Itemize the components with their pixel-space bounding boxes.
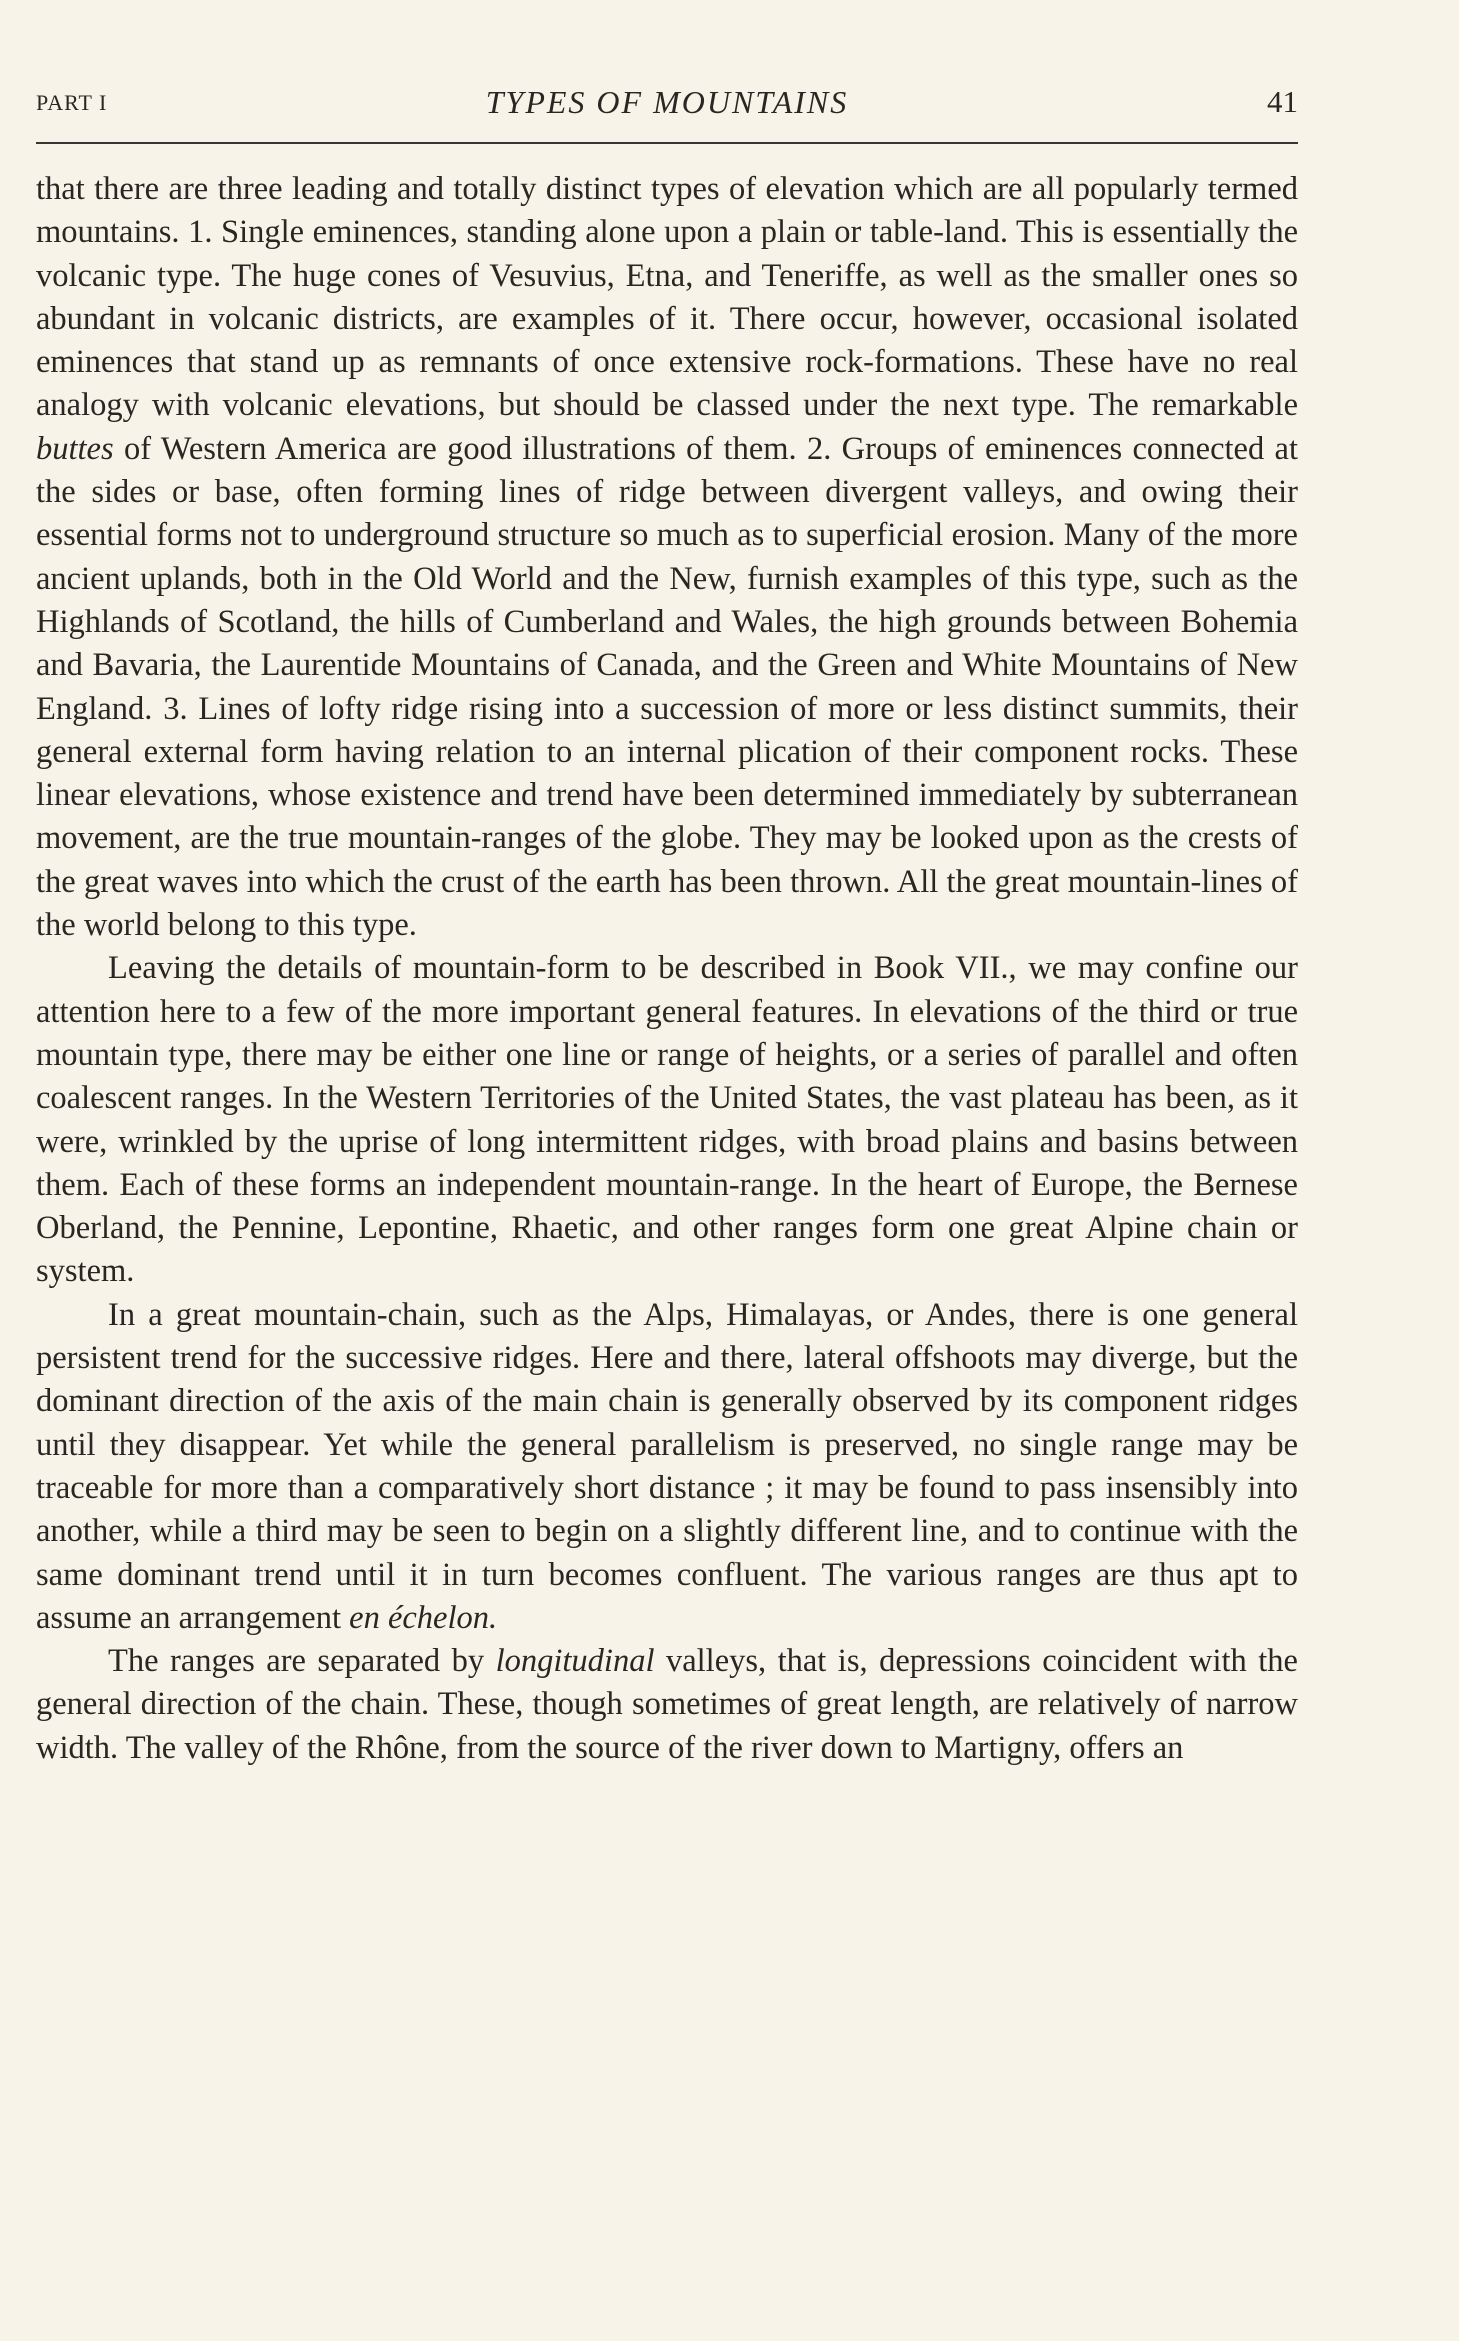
text-run: of Western America are good illustrations of them. 2. Groups of eminences connected at the sides or base, often forming lines of ridge between divergent valleys, and owing their essential forms not to underground structure so much as to superficial erosion. Many of the more ancient uplands, both in the Old World and the New, furnish examples of this type, such as the Highlands of Scotland, the hills of Cumberland and Wales, the high grounds between Bohemia and Bavaria, the Laurentide Mountains of Canada, and the Green and White Mountains of New England. 3. Lines of lofty ridge rising into a succession of more or less distinct summits, their general external form having relation to an internal plication of their component rocks. These linear elevations, whose existence and trend have been determined immediately by subterranean movement, are the true mountain-ranges of the globe. They may be looked upon as the crests of the great waves into which the crust of the earth has been thrown. All the great mountain-lines of the world belong to this type. [36, 430, 1298, 944]
paragraph-4 [36, 1640, 1298, 1770]
running-header [36, 84, 1298, 128]
header-rule [36, 142, 1298, 144]
text-run: that there are three leading and totally distinct types of elevation which are all popularly termed mountains. 1. Single eminences, standing alone upon a plain or table-land. This is essentially the volcanic type. The huge cones of Vesuvius, Etna, and Teneriffe, as well as the smaller ones so abundant in volcanic districts, are examples of it. There occur, however, occasional isolated eminences that stand up as remnants of once extensive rock-formations. These have no real analogy with volcanic elevations, but should be classed under the next type. The remarkable [36, 171, 1298, 424]
text-run: In a great mountain-chain, such as the Alps, Himalayas, or Andes, there is one general persistent trend for the successive ridges. Here and there, lateral offshoots may diverge, but the dominant direction of the axis of the main chain is generally observed by its component ridges until they disappear. Yet while the general parallelism is preserved, no single range may be traceable for more than a comparatively short distance ; it may be found to pass insensibly into another, while a third may be seen to begin on a slightly different line, and to continue with the same dominant trend until it in turn becomes confluent. The various ranges are thus apt to assume an arrangement [36, 1296, 1298, 1636]
text-run: Leaving the details of mountain-form to be described in Book VII., we may confine our attention here to a few of the more important general features. In elevations of the third or true mountain type, there may be either one line or range of heights, or a series of parallel and often coalescent ranges. In the Western Territories of the United States, the vast plateau has been, as it were, wrinkled by the uprise of long intermittent ridges, with broad plains and basins between them. Each of these forms an independent mountain-range. In the heart of Europe, the Bernese Oberland, the Pennine, Lepontine, Rhaetic, and other ranges form one great Alpine chain or system. [36, 950, 1298, 1290]
running-title: TYPES OF MOUNTAINS [485, 84, 849, 120]
page-number: 41 [1267, 84, 1298, 119]
italic-run: longitudinal [495, 1643, 655, 1680]
text-run: valleys, that is, depressions coincident with the general direction of the chain. These, though sometimes of great length, are relatively of narrow width. The valley of the Rhône, from the source of the river down to Martigny, offers an [36, 1643, 1298, 1766]
italic-run: en échelon. [349, 1599, 498, 1636]
paragraph-1 [36, 168, 1298, 947]
paragraph-3 [36, 1294, 1298, 1640]
text-run: The ranges are separated by [108, 1643, 496, 1680]
body-text [36, 168, 1298, 1770]
paragraph-2 [36, 947, 1298, 1293]
part-label: PART I [36, 90, 108, 115]
italic-run: buttes [36, 430, 114, 467]
